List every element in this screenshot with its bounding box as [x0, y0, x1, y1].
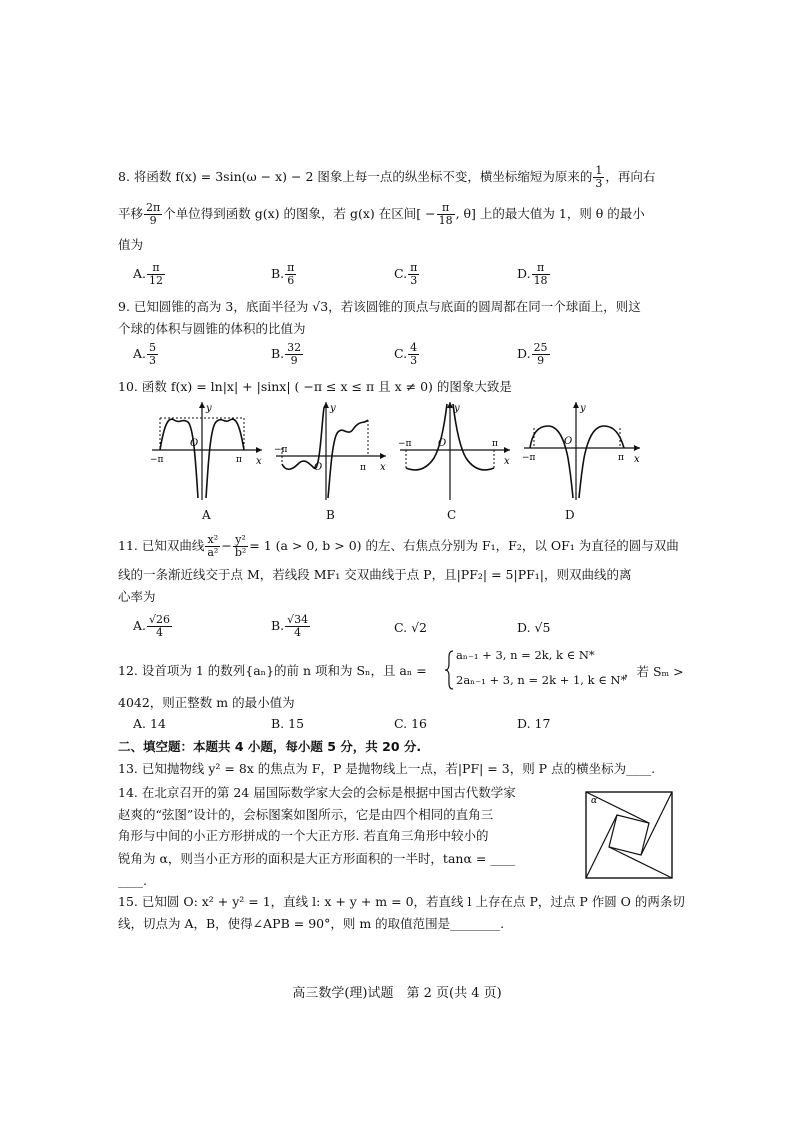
q8-line-1: 8. 将函数 f(x) = 3sin(ω − x) − 2 图象上每一点的纵坐标不变，横坐标缩短为原来的 $\frac{1}{3}$ ，再向右 [118, 164, 656, 190]
q9-line-2: 个球的体积与圆锥的体积的比值为 [118, 321, 306, 336]
q12-option-c: C. 16 [394, 716, 427, 731]
svg-text:y: y [206, 403, 212, 414]
q8-option-c: C. $\frac{\pi}{3}$ [394, 261, 418, 287]
q8-fraction-1-3: $\frac{1}{3}$ [595, 164, 603, 190]
q14-line-1: 14. 在北京召开的第 24 届国际数学家大会的会标是根据中国古代数学家 [118, 785, 516, 800]
q11-option-a: A. $\frac{√26}{4}$ [133, 613, 171, 639]
q12-brace [443, 649, 455, 691]
svg-text:O: O [564, 436, 573, 447]
q14-line-3: 角形与中间的小正方形拼成的一个大正方形. 若直角三角形中较小的 [118, 828, 489, 843]
q10-label-d: D [565, 508, 575, 522]
svg-text:π: π [618, 453, 624, 463]
page-footer: 高三数学(理)试题 第 2 页(共 4 页) [292, 986, 502, 1001]
svg-text:−π: −π [522, 453, 536, 463]
q10-graph-c [396, 398, 514, 503]
svg-text:−π: −π [150, 455, 164, 465]
q8-option-d: D. $\frac{\pi}{18}$ [517, 261, 548, 287]
q9-option-d: D. $\frac{25}{9}$ [517, 341, 548, 367]
svg-text:x: x [256, 456, 262, 467]
svg-text:α: α [591, 796, 598, 806]
q11-line-1: 11. 已知双曲线 $\frac{\text{x²}}{\text{a²}}$ − $\frac{\text{y²}}{\text{b²}}$ = 1 (a > 0, b > 0) 的左、右焦点分别为 F₁，F₂，以 OF₁ 为直径的圆与双曲 [118, 533, 679, 559]
q8-option-a: A. $\frac{\pi}{12}$ [133, 261, 164, 287]
q12-option-d: D. 17 [517, 716, 551, 731]
q9-option-b: B. $\frac{32}{9}$ [271, 341, 302, 367]
q11-option-c: C. √2 [394, 620, 427, 635]
q10-graph-a [148, 398, 266, 503]
q10-label-c: C [447, 508, 457, 522]
q9-option-a: A. $\frac{5}{3}$ [133, 341, 157, 367]
q10-graph-b [272, 398, 390, 503]
q12-case-1: aₙ₋₁ + 3, n = 2k, k ∈ N* [456, 648, 595, 662]
q14-line-5: ____. [118, 873, 147, 888]
q8-fraction-pi-18: $\frac{\pi}{18}$ [438, 201, 453, 227]
svg-text:y: y [580, 403, 586, 414]
q15-line-1: 15. 已知圆 O: x² + y² = 1，直线 l: x + y + m = 0，若直线 l 上存在点 P，过点 P 作圆 O 的两条切 [118, 894, 685, 909]
q10-graph-d [520, 398, 644, 503]
svg-text:x: x [380, 462, 386, 473]
svg-text:y: y [330, 403, 336, 414]
q11-line-3: 心率为 [118, 589, 156, 604]
q8-line-2: 平移 $\frac{2\pi}{9}$ 个单位得到函数 g(x) 的图象，若 g(x) 在区间[ − $\frac{\pi}{18}$ , θ] 上的最大值为 1，则 θ 的最小 [118, 201, 645, 227]
q8-line-3: 值为 [118, 237, 144, 252]
q11-option-d: D. √5 [517, 620, 551, 635]
q13-line: 13. 已知抛物线 y² = 8x 的焦点为 F，P 是抛物线上一点，若|PF| = 3，则 P 点的横坐标为____. [118, 761, 656, 776]
section-2-heading: 二、填空题：本题共 4 小题，每小题 5 分，共 20 分. [118, 739, 422, 754]
svg-text:−π: −π [274, 445, 288, 455]
q12-option-b: B. 15 [271, 716, 305, 731]
q14-line-4: 锐角为 α，则当小正方形的面积是大正方形面积的一半时，tanα = ____ [118, 851, 516, 866]
svg-text:π: π [360, 463, 366, 473]
q10-line-1: 10. 函数 f(x) = ln|x| + |sinx| ( −π ≤ x ≤ π 且 x ≠ 0) 的图象大致是 [118, 379, 512, 394]
q9-line-1: 9. 已知圆锥的高为 3，底面半径为 √3，若该圆锥的顶点与底面的圆周都在同一个球面上，则这 [118, 299, 641, 314]
q11-line-2: 线的一条渐近线交于点 M，若线段 MF₁ 交双曲线于点 P，且|PF₂| = 5|PF₁|，则双曲线的离 [118, 567, 632, 582]
svg-text:O: O [438, 438, 447, 449]
q12-case-2: 2aₙ₋₁ + 3, n = 2k + 1, k ∈ N* [456, 673, 627, 687]
q14-line-2: 赵爽的“弦图”设计的，会标图案如图所示，它是由四个相同的直角三 [118, 807, 494, 822]
svg-text:x: x [634, 454, 640, 465]
q15-line-2: 线，切点为 A，B，使得∠APB = 90°，则 m 的取值范围是________. [118, 916, 505, 931]
q12-option-a: A. 14 [133, 716, 166, 731]
svg-text:π: π [236, 455, 242, 465]
q12-line-1a: 12. 设首项为 1 的数列{aₙ}的前 n 项和为 Sₙ，且 aₙ = [118, 663, 427, 678]
q10-label-a: A [202, 508, 211, 522]
q12-line-1b: ，若 Sₘ > [624, 664, 684, 679]
svg-text:O: O [190, 438, 199, 449]
svg-text:O: O [314, 462, 323, 473]
q8-fraction-2pi-9: $\frac{2\pi}{9}$ [146, 201, 161, 227]
q14-xian-diagram [584, 790, 674, 880]
q8-option-b: B. $\frac{\pi}{6}$ [271, 261, 295, 287]
svg-text:π: π [492, 439, 498, 449]
svg-text:y: y [454, 403, 460, 414]
q11-option-b: B. $\frac{√34}{4}$ [271, 613, 309, 639]
q12-line-2: 4042，则正整数 m 的最小值为 [118, 695, 295, 710]
svg-text:−π: −π [398, 439, 412, 449]
svg-text:x: x [504, 456, 510, 467]
q10-label-b: B [326, 508, 335, 522]
q9-option-c: C. $\frac{4}{3}$ [394, 341, 418, 367]
